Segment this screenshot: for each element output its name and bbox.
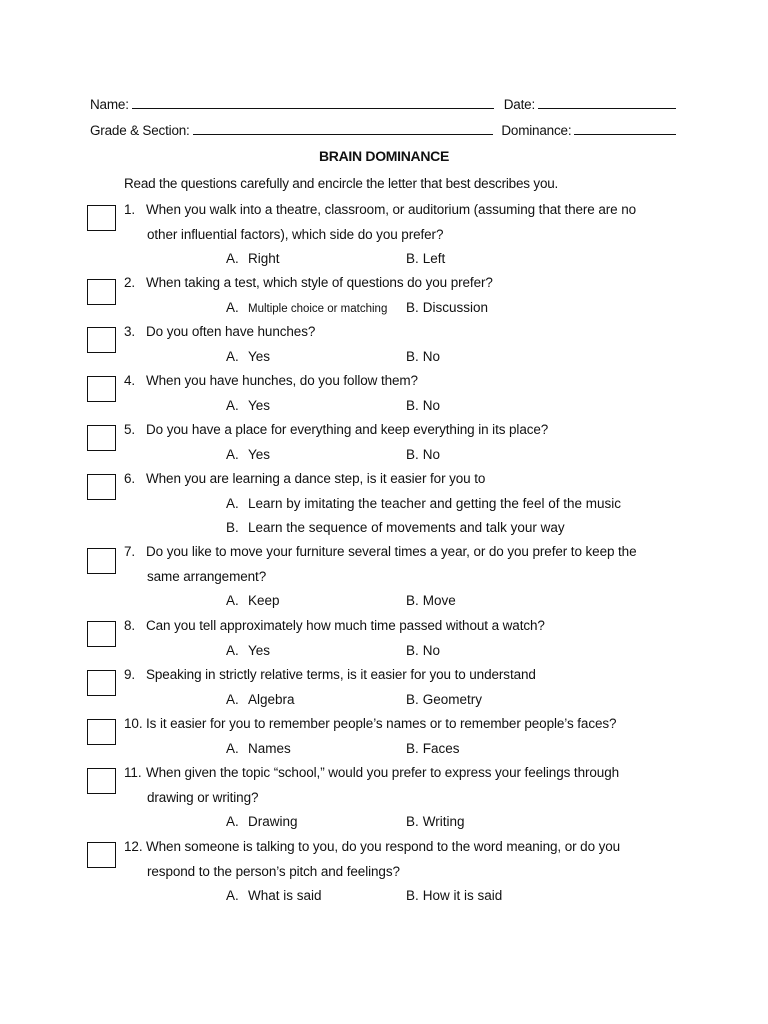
- option-letter: B.: [406, 888, 419, 903]
- option-text: Drawing: [248, 814, 298, 829]
- option-letter: A.: [226, 888, 239, 903]
- question-line: Is it easier for you to remember people’s names or to remember people’s faces?: [146, 716, 617, 731]
- option-letter: A.: [226, 397, 239, 413]
- option-letter: A.: [226, 495, 239, 511]
- answer-box[interactable]: [87, 719, 116, 745]
- option-letter: B.: [406, 691, 419, 707]
- option-text: Left: [422, 251, 446, 266]
- option-a[interactable]: [226, 251, 280, 266]
- option-letter: B.: [406, 299, 419, 315]
- option-b[interactable]: [406, 643, 440, 658]
- question-number: 9.: [124, 667, 136, 682]
- option-text: No: [422, 642, 441, 658]
- answer-box[interactable]: [87, 205, 116, 231]
- option-text: Keep: [248, 593, 280, 608]
- option-text: What is said: [248, 888, 322, 903]
- option-a[interactable]: [226, 496, 621, 511]
- grade-section-label: Grade & Section:: [90, 123, 190, 138]
- option-letter: A.: [226, 251, 239, 266]
- question-number: 1.: [124, 202, 136, 217]
- question-text: [124, 422, 548, 437]
- question-number: 8.: [124, 618, 136, 633]
- answer-box[interactable]: [87, 768, 116, 794]
- option-text: Multiple choice or matching: [248, 302, 388, 315]
- option-letter: B.: [406, 740, 419, 756]
- question-number: 4.: [124, 373, 136, 388]
- question-line: When someone is talking to you, do you respond to the word meaning, or do you: [146, 839, 621, 854]
- question-line: Do you have a place for everything and keep everything in its place?: [146, 422, 549, 437]
- answer-box[interactable]: [87, 425, 116, 451]
- option-text: Learn the sequence of movements and talk your way: [248, 520, 565, 535]
- option-a[interactable]: [226, 814, 298, 829]
- option-b[interactable]: [406, 349, 440, 364]
- question-number: 7.: [124, 544, 136, 559]
- question-text: [124, 275, 493, 290]
- option-text: Yes: [248, 446, 271, 462]
- option-b[interactable]: [226, 520, 565, 535]
- question-line: Can you tell approximately how much time passed without a watch?: [146, 618, 545, 633]
- option-letter: A.: [226, 593, 239, 608]
- name-date-row: [90, 92, 676, 112]
- question-text: [124, 716, 616, 731]
- option-a[interactable]: [226, 398, 270, 413]
- question-line: same arrangement?: [147, 568, 267, 584]
- option-text: Yes: [248, 348, 271, 364]
- option-a[interactable]: [226, 593, 280, 608]
- option-b[interactable]: [406, 398, 440, 413]
- option-b[interactable]: [406, 814, 465, 829]
- option-b[interactable]: [406, 888, 502, 903]
- option-text: Discussion: [422, 299, 489, 315]
- option-text: Algebra: [248, 691, 295, 707]
- grade-dominance-row: [90, 118, 676, 138]
- option-a[interactable]: [226, 300, 387, 315]
- question-line: When you have hunches, do you follow them?: [146, 373, 418, 388]
- option-a[interactable]: [226, 643, 270, 658]
- question-number: 6.: [124, 471, 136, 486]
- question-number: 12.: [124, 839, 143, 854]
- answer-box[interactable]: [87, 327, 116, 353]
- option-text: Names: [248, 740, 291, 756]
- option-a[interactable]: [226, 349, 270, 364]
- question-text: [124, 471, 485, 486]
- question-number: 11.: [124, 765, 142, 780]
- option-b[interactable]: [406, 300, 488, 315]
- answer-box[interactable]: [87, 548, 116, 574]
- option-letter: B.: [406, 397, 419, 413]
- question-text: [124, 373, 418, 388]
- option-letter: A.: [226, 814, 239, 829]
- question-text: [124, 202, 636, 217]
- question-line: Do you often have hunches?: [146, 324, 316, 339]
- option-text: Writing: [422, 814, 465, 829]
- option-letter: B.: [406, 642, 419, 658]
- question-line: When you walk into a theatre, classroom, or auditorium (assuming that there are no: [146, 202, 637, 217]
- option-a[interactable]: [226, 888, 322, 903]
- option-letter: B.: [406, 593, 419, 608]
- question-line: other influential factors), which side do you prefer?: [147, 226, 444, 242]
- answer-box[interactable]: [87, 376, 116, 402]
- option-letter: B.: [406, 251, 419, 266]
- option-letter: A.: [226, 691, 239, 707]
- option-text: Yes: [248, 397, 271, 413]
- option-letter: A.: [226, 446, 239, 462]
- question-number: 5.: [124, 422, 136, 437]
- instructions: Read the questions carefully and encircle the letter that best describes you.: [124, 176, 559, 191]
- option-b[interactable]: [406, 251, 445, 266]
- question-text: [124, 839, 620, 854]
- date-label: Date:: [503, 97, 536, 112]
- question-number: 3.: [124, 324, 136, 339]
- option-a[interactable]: [226, 447, 270, 462]
- option-letter: A.: [226, 740, 239, 756]
- question-number: 10.: [124, 716, 143, 731]
- answer-box[interactable]: [87, 474, 116, 500]
- answer-box[interactable]: [87, 621, 116, 647]
- option-letter: A.: [226, 348, 239, 364]
- option-text: Yes: [248, 642, 271, 658]
- answer-box[interactable]: [87, 670, 116, 696]
- question-number: 2.: [124, 275, 136, 290]
- option-letter: A.: [226, 299, 239, 315]
- name-field[interactable]: [132, 93, 494, 109]
- question-line: When you are learning a dance step, is it easier for you to: [146, 471, 486, 486]
- question-line: drawing or writing?: [147, 789, 259, 805]
- option-text: No: [422, 348, 441, 364]
- page-title: BRAIN DOMINANCE: [318, 148, 450, 164]
- question-line: respond to the person’s pitch and feelings?: [147, 863, 400, 879]
- answer-box[interactable]: [87, 842, 116, 868]
- question-line: When taking a test, which style of questions do you prefer?: [146, 275, 493, 290]
- date-field[interactable]: [538, 93, 676, 109]
- option-text: Right: [248, 251, 280, 266]
- option-text: No: [422, 397, 441, 413]
- option-a[interactable]: [226, 692, 295, 707]
- option-b[interactable]: [406, 692, 482, 707]
- option-letter: B.: [406, 348, 419, 364]
- question-line: Do you like to move your furniture several times a year, or do you prefer to keep the: [146, 544, 637, 559]
- question-text: [124, 667, 536, 682]
- option-text: Geometry: [422, 691, 483, 707]
- question-line: When given the topic “school,” would you prefer to express your feelings through: [146, 765, 620, 780]
- dominance-label: Dominance:: [501, 123, 572, 138]
- option-letter: B.: [226, 520, 239, 535]
- option-letter: B.: [406, 814, 419, 829]
- option-b[interactable]: [406, 447, 440, 462]
- option-text: Learn by imitating the teacher and getting the feel of the music: [248, 495, 621, 511]
- question-text: [124, 618, 545, 633]
- option-letter: A.: [226, 642, 239, 658]
- name-label: Name:: [90, 97, 129, 112]
- question-line: Speaking in strictly relative terms, is it easier for you to understand: [146, 667, 536, 682]
- option-letter: B.: [406, 446, 419, 462]
- option-text: Faces: [422, 740, 460, 756]
- answer-box[interactable]: [87, 279, 116, 305]
- question-text: [124, 324, 315, 339]
- option-b[interactable]: [406, 593, 456, 608]
- option-a[interactable]: [226, 741, 291, 756]
- dominance-field[interactable]: [574, 119, 676, 135]
- option-text: No: [422, 446, 441, 462]
- grade-section-field[interactable]: [193, 119, 493, 135]
- question-text: [124, 544, 637, 559]
- option-text: How it is said: [422, 888, 503, 903]
- question-text: [124, 765, 619, 780]
- option-b[interactable]: [406, 741, 460, 756]
- option-text: Move: [422, 593, 456, 608]
